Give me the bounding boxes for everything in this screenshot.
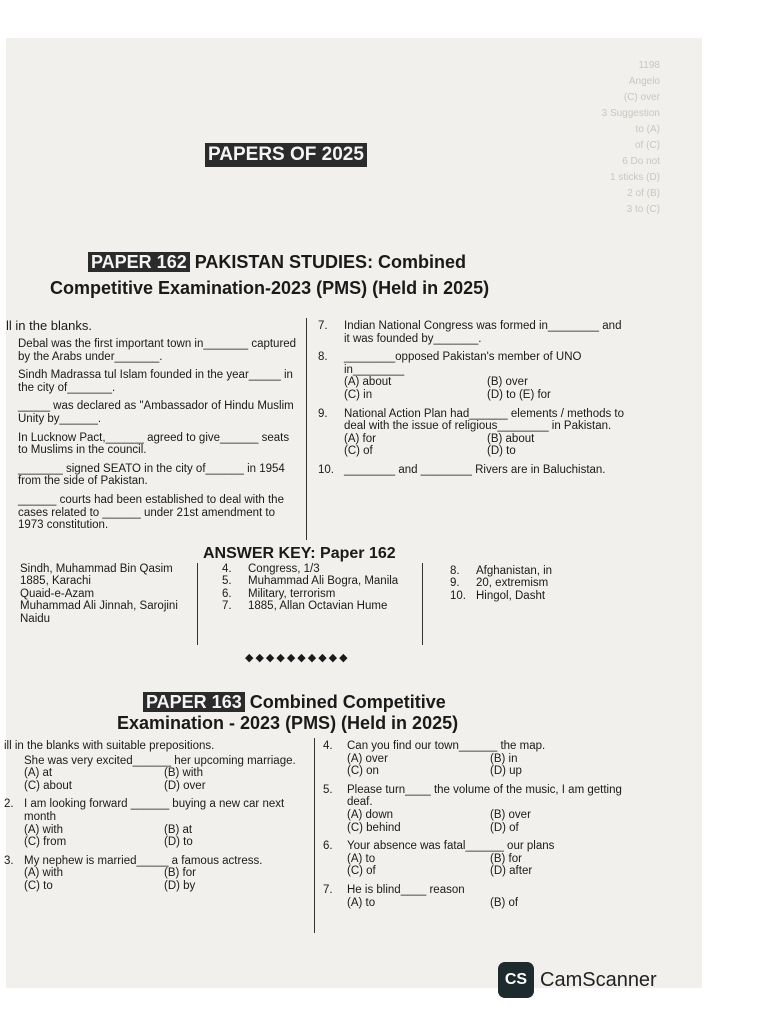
paper162-q10: 10. ________ and ________ Rivers are in Baluchistan.: [318, 463, 606, 476]
answer-item: 9. 20, extremism: [450, 577, 549, 590]
paper163-badge: PAPER 163: [143, 692, 245, 712]
faded-corner-text: [540, 58, 660, 218]
answer-item: 7. 1885, Allan Octavian Hume: [222, 600, 388, 613]
faded-line: 1198: [638, 60, 660, 71]
paper162-right-column: [318, 320, 630, 483]
option: (C) from: [24, 836, 67, 849]
paper163-title: Combined Competitive: [244, 692, 446, 712]
option: (A) at: [24, 767, 53, 780]
option: (D) over: [164, 779, 206, 792]
option: (C) to: [24, 879, 53, 892]
faded-line: to (A): [635, 124, 660, 135]
faded-line: 6 Do not: [622, 156, 660, 167]
option: (B) for: [490, 852, 522, 865]
paper163-q5: 5. Please turn____ the volume of the music, I am getting deaf. (A) down (B) over (C) behind (D) of: [323, 784, 633, 834]
answer-item: 10. Hingol, Dasht: [450, 589, 546, 602]
option: (A) about: [344, 376, 392, 389]
option: (B) of: [490, 896, 519, 909]
paper162-q8: 8. ________opposed Pakistan's member of UNO in________ (A) about (B) over (C) in (D) to (E) for: [318, 351, 630, 401]
answer-item: Quaid-e-Azam: [20, 587, 95, 600]
faded-line: of (C): [635, 140, 660, 151]
faded-line: 2 of (B): [627, 188, 660, 199]
paper163-q1: She was very excited______ her upcoming marriage. (A) at (B) with (C) about (D) over: [4, 755, 304, 793]
option: (B) about: [487, 432, 535, 445]
faded-line: 3 Suggestion: [601, 108, 660, 119]
paper162-heading: [88, 250, 466, 274]
option: (D) after: [490, 865, 533, 878]
paper162-column-divider: [306, 318, 307, 540]
faded-line: (C) over: [623, 92, 660, 103]
camscanner-logo-icon: CS: [498, 962, 534, 998]
faded-line: Angelo: [628, 76, 660, 87]
answer-key-col3: [450, 565, 610, 602]
option: (D) to (E) for: [487, 388, 551, 401]
option: (A) to: [347, 896, 376, 909]
option: (D) up: [490, 765, 522, 778]
option: (C) on: [347, 765, 379, 778]
paper162-title-line2: Competitive Examination-2023 (PMS) (Held in 2025): [50, 278, 490, 298]
paper162-title: PAKISTAN STUDIES: Combined: [189, 252, 467, 272]
paper163-title-line2: Examination - 2023 (PMS) (Held in 2025): [117, 713, 459, 733]
paper163-column-divider: [314, 738, 315, 933]
answer-item: 4. Congress, 1/3: [222, 563, 320, 575]
paper162-instruction: ll in the blanks.: [6, 318, 92, 333]
option: (D) of: [490, 821, 519, 834]
faded-line: 3 to (C): [626, 204, 660, 215]
paper162-q9-options: [344, 433, 630, 458]
option: (D) by: [164, 879, 196, 892]
option: (A) down: [347, 808, 394, 821]
paper163-right-column: [323, 740, 633, 915]
answer-item: 6. Military, terrorism: [222, 587, 336, 600]
answer-item: 5. Muhammad Ali Bogra, Manila: [222, 575, 399, 588]
paper162-q9: 9. National Action Plan had______ elements / methods to deal with the issue of religious________ in Pakistan. (A) for (B) about (C) of (D) to: [318, 408, 630, 458]
paper162-badge: PAPER 162: [88, 252, 190, 272]
option: (B) in: [490, 752, 518, 765]
option: (B) over: [490, 808, 531, 821]
answer-key-divider-2: [422, 563, 423, 645]
paper162-q7: 7. Indian National Congress was formed in________ and it was founded by_______.: [318, 320, 622, 345]
paper162-q1: Debal was the first important town in_______ captured by the Arabs under_______.: [18, 338, 297, 363]
paper163-q4: 4. Can you find our town______ the map. (A) over (B) in (C) on (D) up: [323, 740, 633, 778]
diamond-divider: ◆◆◆◆◆◆◆◆◆◆: [245, 652, 350, 664]
paper163-q7: 7. He is blind____ reason (A) to (B) of: [323, 884, 633, 909]
option: (B) for: [164, 867, 196, 880]
option: (A) with: [24, 867, 63, 880]
option: (C) about: [24, 779, 72, 792]
camscanner-watermark: [498, 962, 657, 998]
faded-line: 1 sticks (D): [610, 172, 660, 183]
paper162-q3: _____ was declared as "Ambassador of Hindu Muslim Unity by______.: [18, 400, 294, 425]
option: (B) with: [164, 767, 203, 780]
answer-key-col1: [20, 563, 190, 625]
answer-item: Sindh, Muhammad Bin Qasim: [20, 563, 173, 575]
paper163-q6: 6. Your absence was fatal______ our plans (A) to (B) for (C) of (D) after: [323, 840, 633, 878]
paper163-left-column: [4, 740, 304, 899]
option: (C) of: [347, 865, 376, 878]
paper162-left-column: [6, 318, 298, 538]
main-title: PAPERS OF 2025: [205, 143, 367, 167]
option: (A) to: [347, 852, 376, 865]
answer-item: 8. Afghanistan, in: [450, 565, 553, 577]
answer-key-title: ANSWER KEY: Paper 162: [203, 545, 396, 562]
paper163-q2: 2. I am looking forward ______ buying a new car next month (A) with (B) at (C) from (D) to: [4, 798, 304, 848]
option: (A) for: [344, 432, 376, 445]
option: (C) of: [344, 445, 373, 458]
paper162-q4: In Lucknow Pact,______ agreed to give______ seats to Muslims in the council.: [18, 431, 290, 457]
paper162-q5: _______ signed SEATO in the city of______ in 1954 from the side of Pakistan.: [18, 462, 285, 488]
option: (B) over: [487, 376, 528, 389]
answer-item: Muhammad Ali Jinnah, Sarojini Naidu: [20, 600, 178, 625]
answer-item: 1885, Karachi: [20, 575, 91, 588]
answer-key-col2: [222, 563, 402, 613]
option: (D) to: [164, 836, 193, 849]
paper163-instruction: ill in the blanks with suitable prepositions.: [4, 740, 215, 752]
option: (D) to: [487, 445, 516, 458]
paper162-q6: ______ courts had been established to deal with the cases related to ______ under 21st amendment to 1973 constitution.: [18, 493, 284, 532]
paper162-q2: Sindh Madrassa tul Islam founded in the year_____ in the city of_______.: [18, 369, 293, 394]
option: (A) over: [347, 752, 388, 765]
option: (C) behind: [347, 821, 401, 834]
camscanner-text: CamScanner: [540, 968, 657, 991]
option: (B) at: [164, 823, 193, 836]
option: (A) with: [24, 823, 63, 836]
paper163-q3: 3. My nephew is married_____ a famous actress. (A) with (B) for (C) to (D) by: [4, 855, 304, 893]
answer-key-divider-1: [197, 563, 198, 645]
option: (C) in: [344, 388, 373, 401]
paper162-q8-options: [344, 376, 630, 401]
